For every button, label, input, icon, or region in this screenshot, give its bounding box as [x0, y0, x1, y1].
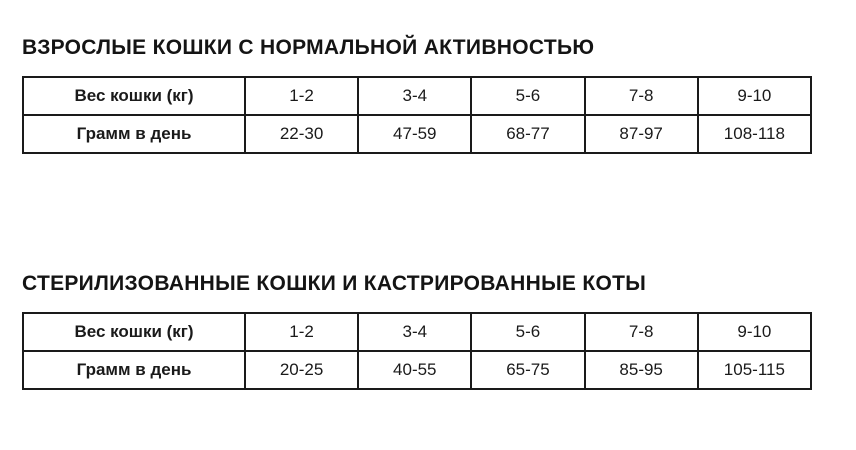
table-row — [23, 115, 811, 153]
cell-weight-5: 9-10 — [698, 313, 811, 351]
table-row — [23, 77, 811, 115]
section-adult-cats — [22, 36, 834, 154]
row-label-grams: Грамм в день — [23, 351, 245, 389]
table-row — [23, 313, 811, 351]
cell-grams-1: 22-30 — [245, 115, 358, 153]
table-row — [23, 351, 811, 389]
section-title-sterilized-cats: СТЕРИЛИЗОВАННЫЕ КОШКИ И КАСТРИРОВАННЫЕ КОТЫ — [22, 272, 647, 295]
cell-grams-4: 85-95 — [585, 351, 698, 389]
cell-grams-1: 20-25 — [245, 351, 358, 389]
cell-weight-2: 3-4 — [358, 77, 471, 115]
cell-weight-4: 7-8 — [585, 313, 698, 351]
cell-grams-2: 47-59 — [358, 115, 471, 153]
cell-grams-4: 87-97 — [585, 115, 698, 153]
section-sterilized-cats — [22, 272, 834, 390]
cell-weight-5: 9-10 — [698, 77, 811, 115]
section-title-adult-cats: ВЗРОСЛЫЕ КОШКИ С НОРМАЛЬНОЙ АКТИВНОСТЬЮ — [22, 36, 595, 59]
cell-grams-3: 68-77 — [471, 115, 584, 153]
cell-weight-1: 1-2 — [245, 313, 358, 351]
cell-grams-5: 105-115 — [698, 351, 811, 389]
cell-grams-5: 108-118 — [698, 115, 811, 153]
row-label-weight: Вес кошки (кг) — [23, 77, 245, 115]
feeding-table-adult-cats — [22, 76, 812, 154]
cell-weight-3: 5-6 — [471, 313, 584, 351]
cell-weight-4: 7-8 — [585, 77, 698, 115]
cell-weight-2: 3-4 — [358, 313, 471, 351]
cell-grams-3: 65-75 — [471, 351, 584, 389]
feeding-table-sterilized-cats — [22, 312, 812, 390]
row-label-grams: Грамм в день — [23, 115, 245, 153]
cell-weight-1: 1-2 — [245, 77, 358, 115]
cell-weight-3: 5-6 — [471, 77, 584, 115]
row-label-weight: Вес кошки (кг) — [23, 313, 245, 351]
cell-grams-2: 40-55 — [358, 351, 471, 389]
